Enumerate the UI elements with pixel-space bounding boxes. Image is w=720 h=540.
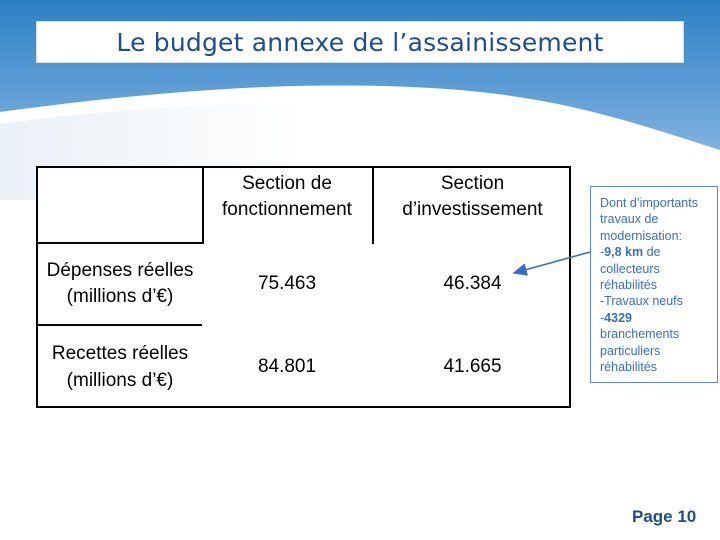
row-label-depenses: Dépenses réelles (millions d’€) [46, 260, 194, 307]
callout-box [590, 186, 718, 383]
callout-line-collecteurs [600, 244, 711, 293]
callout-dash: - [600, 310, 605, 325]
callout-branchements-text: branchements particuliers réhabilités [600, 327, 680, 375]
callout-line-branchements [600, 310, 711, 376]
callout-length: 9,8 km [604, 245, 644, 260]
callout-intro: Dont d’importants travaux de modernisation: [600, 196, 698, 243]
value-recettes-investissement: 41.665 [443, 356, 502, 377]
callout-line-travaux: -Travaux neufs [600, 294, 683, 309]
callout-collecteurs-text: de collecteurs réhabilités [600, 245, 661, 293]
table-divider [202, 168, 204, 244]
title-box [36, 21, 684, 63]
table-divider [372, 168, 374, 244]
table-divider [38, 324, 202, 326]
header-cell-investissement: Section d’investissement [402, 173, 543, 220]
value-depenses-investissement: 46.384 [443, 273, 502, 294]
header-cell-fonctionnement: Section de fonctionnement [222, 173, 352, 220]
table-divider [38, 242, 202, 244]
row-label-recettes: Recettes réelles (millions d’€) [51, 343, 189, 391]
page-number: Page 10 [632, 507, 697, 526]
value-recettes-fonctionnement: 84.801 [257, 356, 317, 377]
page-title: Le budget annexe de l’assainissement [116, 27, 604, 57]
callout-count: 4329 [604, 310, 632, 325]
budget-table [36, 166, 571, 408]
value-depenses-fonctionnement: 75.463 [257, 273, 317, 294]
callout-dash: - [600, 245, 605, 260]
